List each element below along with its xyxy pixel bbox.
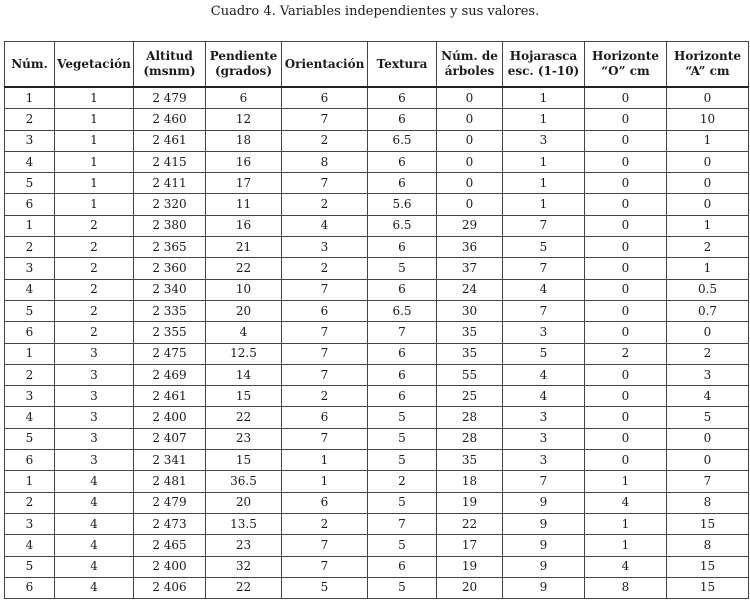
table-row	[5, 173, 749, 194]
table-cell: 4	[55, 471, 134, 492]
table-row	[5, 535, 749, 556]
table-cell: 6	[368, 109, 437, 130]
table-cell: 12	[206, 109, 282, 130]
table-cell: 1	[5, 343, 55, 364]
table-cell: 4	[55, 535, 134, 556]
table-cell: 4	[503, 386, 585, 407]
table-cell: 3	[503, 450, 585, 471]
table-cell: 22	[206, 258, 282, 279]
table-cell: 0	[667, 428, 749, 449]
header-text: Hojarasca	[509, 49, 578, 63]
table-cell: 35	[437, 343, 503, 364]
table-cell: 5	[368, 577, 437, 598]
header-altitud	[134, 42, 206, 88]
header-text: Horizonte	[592, 49, 659, 63]
table-cell: 3	[55, 407, 134, 428]
table-cell: 6	[5, 194, 55, 215]
table-cell: 7	[282, 173, 368, 194]
table-cell: 5	[503, 237, 585, 258]
table-cell: 0	[585, 322, 667, 343]
table-cell: 3	[503, 322, 585, 343]
table-cell: 0	[667, 322, 749, 343]
header-num	[5, 42, 55, 88]
table-cell: 2 461	[134, 386, 206, 407]
table-cell: 0	[667, 87, 749, 109]
table-cell: 2 355	[134, 322, 206, 343]
table-cell: 0	[585, 428, 667, 449]
table-cell: 15	[206, 450, 282, 471]
table-cell: 3	[5, 513, 55, 534]
table-cell: 7	[368, 513, 437, 534]
table-cell: 4	[55, 513, 134, 534]
table-cell: 7	[667, 471, 749, 492]
table-cell: 19	[437, 492, 503, 513]
table-row	[5, 407, 749, 428]
table-cell: 2	[282, 194, 368, 215]
table-row	[5, 343, 749, 364]
table-cell: 4	[503, 279, 585, 300]
table-cell: 2	[55, 215, 134, 236]
table-cell: 6	[368, 343, 437, 364]
table-cell: 3	[282, 237, 368, 258]
table-cell: 6	[206, 87, 282, 109]
table-row	[5, 513, 749, 534]
table-cell: 2	[5, 492, 55, 513]
table-cell: 20	[206, 492, 282, 513]
table-row	[5, 428, 749, 449]
table-cell: 2	[5, 237, 55, 258]
table-cell: 20	[437, 577, 503, 598]
table-cell: 3	[55, 364, 134, 385]
table-cell: 4	[5, 407, 55, 428]
table-cell: 5	[667, 407, 749, 428]
header-text: Orientación	[284, 56, 365, 71]
table-cell: 2 360	[134, 258, 206, 279]
table-cell: 6	[368, 364, 437, 385]
table-cell: 3	[55, 343, 134, 364]
table-cell: 5.6	[368, 194, 437, 215]
table-cell: 2 320	[134, 194, 206, 215]
table-cell: 7	[503, 258, 585, 279]
table-body	[5, 87, 749, 599]
header-textura	[368, 42, 437, 88]
table-cell: 1	[282, 450, 368, 471]
table-cell: 5	[368, 428, 437, 449]
table-cell: 1	[585, 513, 667, 534]
table-cell: 36	[437, 237, 503, 258]
table-cell: 1	[503, 194, 585, 215]
table-cell: 3	[55, 428, 134, 449]
table-cell: 2 407	[134, 428, 206, 449]
table-cell: 55	[437, 364, 503, 385]
table-cell: 20	[206, 300, 282, 321]
table-cell: 2 479	[134, 87, 206, 109]
table-row	[5, 215, 749, 236]
table-cell: 1	[503, 151, 585, 172]
table-cell: 0	[585, 258, 667, 279]
table-cell: 6	[368, 556, 437, 577]
table-cell: 2 465	[134, 535, 206, 556]
table-cell: 6	[282, 300, 368, 321]
header-horizonte-a	[667, 42, 749, 88]
table-cell: 2 460	[134, 109, 206, 130]
table-cell: 8	[667, 492, 749, 513]
table-cell: 5	[368, 535, 437, 556]
table-cell: 1	[282, 471, 368, 492]
table-cell: 0	[585, 194, 667, 215]
header-text: Vegetación	[57, 56, 131, 71]
table-cell: 6	[368, 237, 437, 258]
table-row	[5, 151, 749, 172]
table-cell: 2 479	[134, 492, 206, 513]
table-cell: 4	[5, 535, 55, 556]
table-cell: 6	[368, 386, 437, 407]
table-cell: 0	[585, 130, 667, 151]
table-cell: 35	[437, 450, 503, 471]
table-cell: 15	[667, 577, 749, 598]
table-row	[5, 194, 749, 215]
table-row	[5, 386, 749, 407]
table-cell: 0	[585, 87, 667, 109]
table-cell: 3	[667, 364, 749, 385]
table-cell: 0	[437, 173, 503, 194]
table-cell: 21	[206, 237, 282, 258]
table-cell: 1	[55, 173, 134, 194]
table-cell: 17	[437, 535, 503, 556]
table-cell: 1	[585, 471, 667, 492]
table-cell: 2	[55, 322, 134, 343]
header-text: Núm. de	[441, 49, 498, 63]
table-cell: 2	[55, 237, 134, 258]
table-cell: 5	[282, 577, 368, 598]
table-cell: 0	[585, 364, 667, 385]
table-cell: 2 406	[134, 577, 206, 598]
table-cell: 0.7	[667, 300, 749, 321]
table-cell: 0	[585, 215, 667, 236]
table-cell: 2 380	[134, 215, 206, 236]
header-num-arboles	[437, 42, 503, 88]
table-cell: 7	[503, 471, 585, 492]
table-cell: 2 335	[134, 300, 206, 321]
table-cell: 35	[437, 322, 503, 343]
table-row	[5, 471, 749, 492]
header-text: árboles	[444, 64, 495, 78]
table-cell: 7	[282, 364, 368, 385]
table-cell: 15	[206, 386, 282, 407]
table-cell: 2	[368, 471, 437, 492]
header-hojarasca	[503, 42, 585, 88]
table-cell: 4	[5, 279, 55, 300]
table-caption: Cuadro 4. Variables independientes y sus valores.	[210, 4, 540, 19]
header-text: (grados)	[215, 64, 272, 78]
table-cell: 3	[503, 407, 585, 428]
table-cell: 4	[667, 386, 749, 407]
table-cell: 22	[437, 513, 503, 534]
header-text: Altitud	[146, 49, 193, 63]
table-cell: 7	[282, 279, 368, 300]
table-cell: 5	[5, 300, 55, 321]
table-cell: 2 473	[134, 513, 206, 534]
table-cell: 6	[282, 87, 368, 109]
table-cell: 15	[667, 556, 749, 577]
table-cell: 1	[503, 109, 585, 130]
table-cell: 7	[282, 556, 368, 577]
table-cell: 0	[585, 109, 667, 130]
table-cell: 8	[282, 151, 368, 172]
table-cell: 7	[503, 300, 585, 321]
table-row	[5, 279, 749, 300]
table-cell: 5	[503, 343, 585, 364]
table-cell: 1	[55, 194, 134, 215]
table-cell: 0	[437, 194, 503, 215]
table-cell: 2 341	[134, 450, 206, 471]
table-cell: 2 469	[134, 364, 206, 385]
table-row	[5, 237, 749, 258]
table-cell: 5	[368, 407, 437, 428]
table-cell: 9	[503, 577, 585, 598]
table-cell: 4	[5, 151, 55, 172]
table-cell: 2 340	[134, 279, 206, 300]
table-cell: 18	[437, 471, 503, 492]
table-cell: 4	[55, 556, 134, 577]
table-cell: 2 481	[134, 471, 206, 492]
table-cell: 2	[282, 130, 368, 151]
table-cell: 2	[282, 258, 368, 279]
table-cell: 2 400	[134, 407, 206, 428]
table-cell: 9	[503, 492, 585, 513]
table-row	[5, 87, 749, 109]
table-cell: 1	[503, 173, 585, 194]
table-cell: 4	[585, 556, 667, 577]
table-cell: 3	[503, 428, 585, 449]
table-cell: 0	[585, 151, 667, 172]
table-cell: 2	[667, 343, 749, 364]
table-cell: 4	[55, 577, 134, 598]
table-cell: 0	[667, 151, 749, 172]
table-cell: 7	[368, 322, 437, 343]
table-cell: 1	[503, 87, 585, 109]
table-cell: 16	[206, 151, 282, 172]
table-cell: 2 415	[134, 151, 206, 172]
table-cell: 3	[55, 386, 134, 407]
table-cell: 0	[585, 300, 667, 321]
table-cell: 1	[667, 130, 749, 151]
table-row	[5, 300, 749, 321]
table-cell: 6.5	[368, 300, 437, 321]
table-cell: 7	[503, 215, 585, 236]
table-cell: 4	[282, 215, 368, 236]
table-cell: 0	[437, 109, 503, 130]
table-cell: 5	[5, 173, 55, 194]
table-cell: 7	[282, 428, 368, 449]
header-text: “A” cm	[685, 64, 730, 78]
table-cell: 23	[206, 535, 282, 556]
table-cell: 3	[55, 450, 134, 471]
table-cell: 4	[585, 492, 667, 513]
table-row	[5, 492, 749, 513]
table-cell: 3	[5, 130, 55, 151]
table-cell: 12.5	[206, 343, 282, 364]
table-cell: 19	[437, 556, 503, 577]
table-cell: 6	[368, 87, 437, 109]
table-cell: 29	[437, 215, 503, 236]
table-row	[5, 364, 749, 385]
table-cell: 5	[368, 450, 437, 471]
table-row	[5, 258, 749, 279]
table-cell: 14	[206, 364, 282, 385]
table-cell: 4	[503, 364, 585, 385]
table-cell: 8	[667, 535, 749, 556]
table-cell: 28	[437, 407, 503, 428]
table-cell: 10	[667, 109, 749, 130]
variables-table	[4, 41, 749, 599]
table-cell: 4	[206, 322, 282, 343]
table-cell: 32	[206, 556, 282, 577]
table-cell: 0	[667, 194, 749, 215]
table-cell: 2 475	[134, 343, 206, 364]
table-cell: 0	[585, 279, 667, 300]
table-cell: 22	[206, 577, 282, 598]
header-text: Horizonte	[674, 49, 741, 63]
table-cell: 1	[585, 535, 667, 556]
header-text: (msnm)	[143, 64, 196, 78]
table-cell: 15	[667, 513, 749, 534]
table-cell: 2	[55, 258, 134, 279]
table-cell: 22	[206, 407, 282, 428]
table-row	[5, 577, 749, 598]
header-text: “O” cm	[601, 64, 650, 78]
table-cell: 0	[437, 87, 503, 109]
table-cell: 1	[5, 215, 55, 236]
table-cell: 2 411	[134, 173, 206, 194]
table-cell: 6	[368, 151, 437, 172]
table-cell: 1	[5, 471, 55, 492]
table-cell: 4	[55, 492, 134, 513]
table-cell: 28	[437, 428, 503, 449]
table-row	[5, 109, 749, 130]
table-cell: 1	[55, 151, 134, 172]
table-cell: 2	[667, 237, 749, 258]
table-cell: 1	[667, 215, 749, 236]
table-cell: 36.5	[206, 471, 282, 492]
table-cell: 17	[206, 173, 282, 194]
table-cell: 2	[282, 513, 368, 534]
header-text: esc. (1-10)	[507, 64, 580, 78]
table-row	[5, 450, 749, 471]
table-cell: 6	[368, 173, 437, 194]
table-cell: 6	[282, 407, 368, 428]
table-cell: 6.5	[368, 215, 437, 236]
table-cell: 0.5	[667, 279, 749, 300]
table-cell: 7	[282, 109, 368, 130]
table-cell: 0	[585, 237, 667, 258]
header-pendiente	[206, 42, 282, 88]
table-cell: 9	[503, 535, 585, 556]
table-cell: 5	[5, 556, 55, 577]
table-cell: 25	[437, 386, 503, 407]
table-cell: 6	[368, 279, 437, 300]
table-row	[5, 322, 749, 343]
table-row	[5, 556, 749, 577]
table-cell: 0	[585, 450, 667, 471]
table-row	[5, 130, 749, 151]
table-cell: 1	[55, 109, 134, 130]
header-vegetacion	[55, 42, 134, 88]
table-cell: 9	[503, 513, 585, 534]
header-row	[5, 42, 749, 88]
table-cell: 0	[437, 130, 503, 151]
table-cell: 8	[585, 577, 667, 598]
table-cell: 5	[368, 492, 437, 513]
table-cell: 23	[206, 428, 282, 449]
table-cell: 0	[585, 173, 667, 194]
table-cell: 3	[503, 130, 585, 151]
table-cell: 2 365	[134, 237, 206, 258]
table-cell: 1	[667, 258, 749, 279]
table-cell: 2 461	[134, 130, 206, 151]
table-cell: 13.5	[206, 513, 282, 534]
table-cell: 16	[206, 215, 282, 236]
table-cell: 7	[282, 535, 368, 556]
table-cell: 2	[585, 343, 667, 364]
table-cell: 1	[55, 130, 134, 151]
table-cell: 2	[5, 364, 55, 385]
table-cell: 6.5	[368, 130, 437, 151]
table-cell: 1	[5, 87, 55, 109]
header-orientacion	[282, 42, 368, 88]
table-cell: 0	[585, 386, 667, 407]
table-cell: 24	[437, 279, 503, 300]
table-cell: 2 400	[134, 556, 206, 577]
table-cell: 6	[282, 492, 368, 513]
table-cell: 3	[5, 258, 55, 279]
table-cell: 6	[5, 450, 55, 471]
table-cell: 6	[5, 577, 55, 598]
table-cell: 0	[667, 173, 749, 194]
header-text: Textura	[376, 56, 428, 71]
table-cell: 0	[667, 450, 749, 471]
table-cell: 0	[585, 407, 667, 428]
header-text: Pendiente	[209, 49, 278, 63]
table-cell: 11	[206, 194, 282, 215]
table-cell: 0	[437, 151, 503, 172]
table-cell: 5	[368, 258, 437, 279]
table-cell: 9	[503, 556, 585, 577]
table-cell: 6	[5, 322, 55, 343]
table-cell: 2	[55, 300, 134, 321]
table-cell: 7	[282, 322, 368, 343]
table-cell: 18	[206, 130, 282, 151]
table-cell: 30	[437, 300, 503, 321]
table-cell: 37	[437, 258, 503, 279]
table-cell: 2	[5, 109, 55, 130]
table-cell: 10	[206, 279, 282, 300]
table-cell: 7	[282, 343, 368, 364]
header-horizonte-o	[585, 42, 667, 88]
table-cell: 3	[5, 386, 55, 407]
table-cell: 2	[55, 279, 134, 300]
table-cell: 5	[5, 428, 55, 449]
table-cell: 2	[282, 386, 368, 407]
header-text: Núm.	[11, 56, 48, 71]
table-cell: 1	[55, 87, 134, 109]
